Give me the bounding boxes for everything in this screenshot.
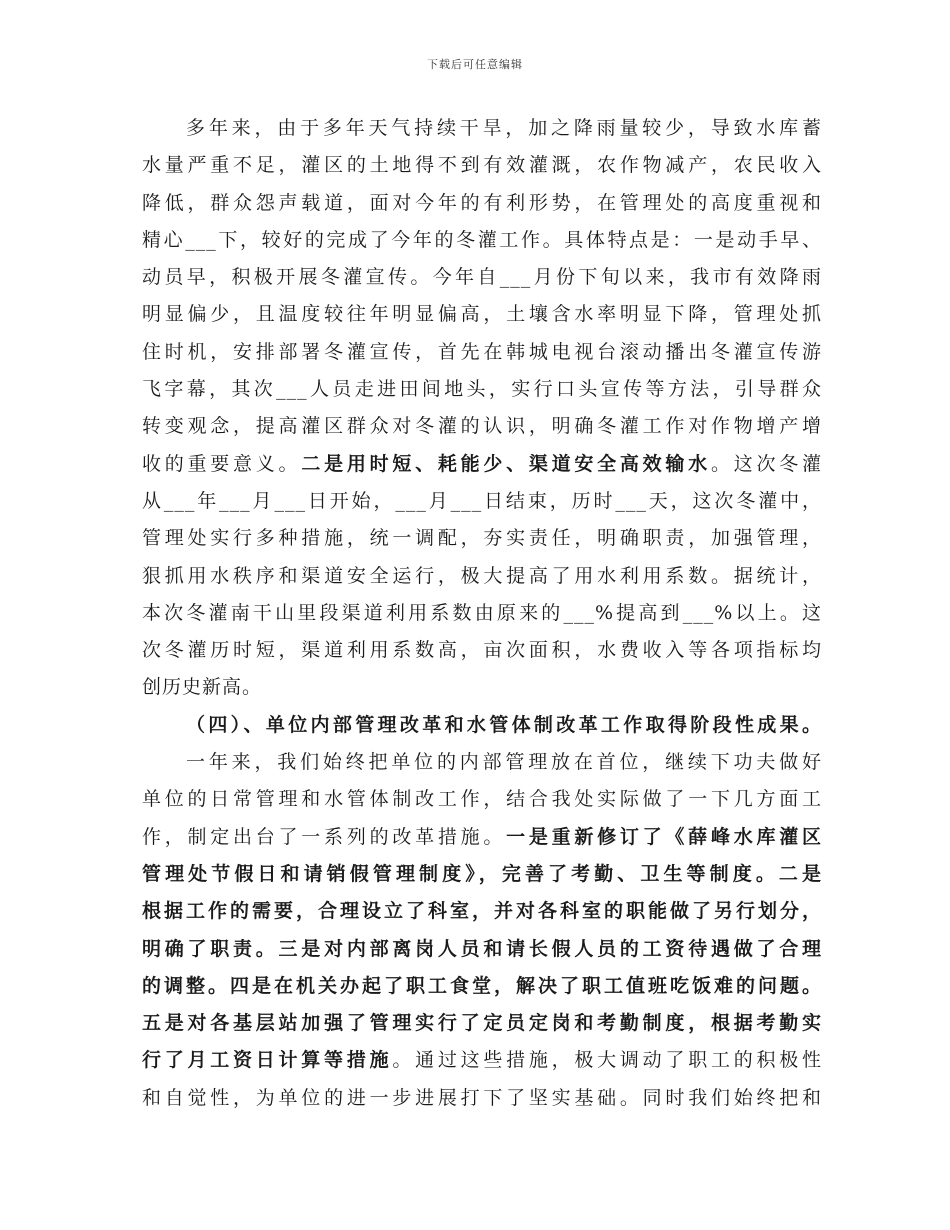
text-line <box>142 483 822 520</box>
text-segment: 精心___下，较好的完成了今年的冬灌工作。具体特点是：一是动手早、 <box>142 228 822 251</box>
text-line <box>142 669 822 706</box>
text-segment: 作，制定出台了一系列的改革措施。 <box>142 825 507 848</box>
bold-text-segment: 行了月工资日计算等措施 <box>142 1049 393 1072</box>
text-segment: 水量严重不足，灌区的土地得不到有效灌溉，农作物减产，农民收入 <box>142 154 822 177</box>
text-line <box>142 110 822 147</box>
text-segment: 降低，群众怨声载道，面对今年的有利形势，在管理处的高度重视和 <box>142 191 822 214</box>
text-line <box>142 520 822 557</box>
bold-text-segment: 二是用时短、耗能少、渠道安全高效输水 <box>301 452 711 475</box>
bold-text-segment: 根据工作的需要，合理设立了科室，并对各科室的职能做了另行划分， <box>142 900 822 923</box>
text-segment: 动员早，积极开展冬灌宣传。今年自___月份下旬以来，我市有效降雨 <box>142 266 822 289</box>
text-line <box>142 334 822 371</box>
text-segment: 飞字幕，其次___人员走进田间地头，实行口头宣传等方法，引导群众 <box>142 378 822 401</box>
text-segment: 本次冬灌南干山里段渠道利用系数由原来的___%提高到___%以上。这 <box>142 601 822 624</box>
text-segment: 。这次冬灌 <box>710 452 822 475</box>
bold-text-segment: 一是重新修订了《薛峰水库灌区 <box>506 825 822 848</box>
text-line <box>142 147 822 184</box>
text-line <box>142 446 822 483</box>
text-line <box>142 595 822 632</box>
text-line <box>142 781 822 818</box>
text-line <box>142 408 822 445</box>
text-segment: 住时机，安排部署冬灌宣传，首先在韩城电视台滚动播出冬灌宣传游 <box>142 340 822 363</box>
text-segment: 管理处实行多种措施，统一调配，夯实责任，明确职责，加强管理， <box>142 527 822 550</box>
text-line <box>142 371 822 408</box>
bold-text-segment: 明确了职责。三是对内部离岗人员和请长假人员的工资待遇做了合理 <box>142 937 822 960</box>
page-header: 下载后可任意编辑 <box>427 58 523 71</box>
text-line <box>142 1042 822 1079</box>
text-line <box>142 856 822 893</box>
text-line <box>142 744 822 781</box>
text-line <box>142 259 822 296</box>
text-line <box>142 893 822 930</box>
bold-text-segment: 管理处节假日和请销假管理制度》，完善了考勤、卫生等制度。二是 <box>142 862 822 885</box>
text-segment: 次冬灌历时短，渠道利用系数高，亩次面积，水费收入等各项指标均 <box>142 639 822 662</box>
text-line <box>142 185 822 222</box>
text-line <box>142 1005 822 1042</box>
text-segment: 创历史新高。 <box>142 676 263 699</box>
text-line <box>142 296 822 333</box>
text-segment: 单位的日常管理和水管体制改工作，结合我处实际做了一下几方面工 <box>142 788 822 811</box>
text-segment: 和自觉性，为单位的进一步进展打下了坚实基础。同时我们始终把和 <box>142 1086 822 1109</box>
text-segment: 狠抓用水秩序和渠道安全运行，极大提高了用水利用系数。据统计， <box>142 564 822 587</box>
text-segment: 一年来，我们始终把单位的内部管理放在首位，继续下功夫做好 <box>186 751 822 774</box>
bold-text-segment: 五是对各基层站加强了管理实行了定员定岗和考勤制度，根据考勤实 <box>142 1012 822 1035</box>
text-segment: 多年来，由于多年天气持续干旱，加之降雨量较少，导致水库蓄 <box>186 117 822 139</box>
text-segment: 明显偏少，且温度较往年明显偏高，土壤含水率明显下降，管理处抓 <box>142 303 822 326</box>
text-line <box>142 558 822 595</box>
text-line <box>142 707 822 744</box>
bold-text-segment: （四）、单位内部管理改革和水管体制改革工作取得阶段性成果。 <box>186 713 822 736</box>
text-line <box>142 968 822 1005</box>
text-line <box>142 1080 822 1117</box>
text-line <box>142 222 822 259</box>
text-line <box>142 819 822 856</box>
text-line <box>142 931 822 968</box>
text-line <box>142 632 822 669</box>
text-segment: 转变观念，提高灌区群众对冬灌的认识，明确冬灌工作对作物增产增 <box>142 415 822 438</box>
text-segment: 收的重要意义。 <box>142 452 302 475</box>
text-segment: 。通过这些措施，极大调动了职工的积极性 <box>392 1049 822 1072</box>
document-body <box>142 110 822 1117</box>
bold-text-segment: 的调整。四是在机关办起了职工食堂，解决了职工值班吃饭难的问题。 <box>142 974 822 997</box>
text-segment: 从___年___月___日开始，___月___日结束，历时___天，这次冬灌中， <box>142 489 822 512</box>
